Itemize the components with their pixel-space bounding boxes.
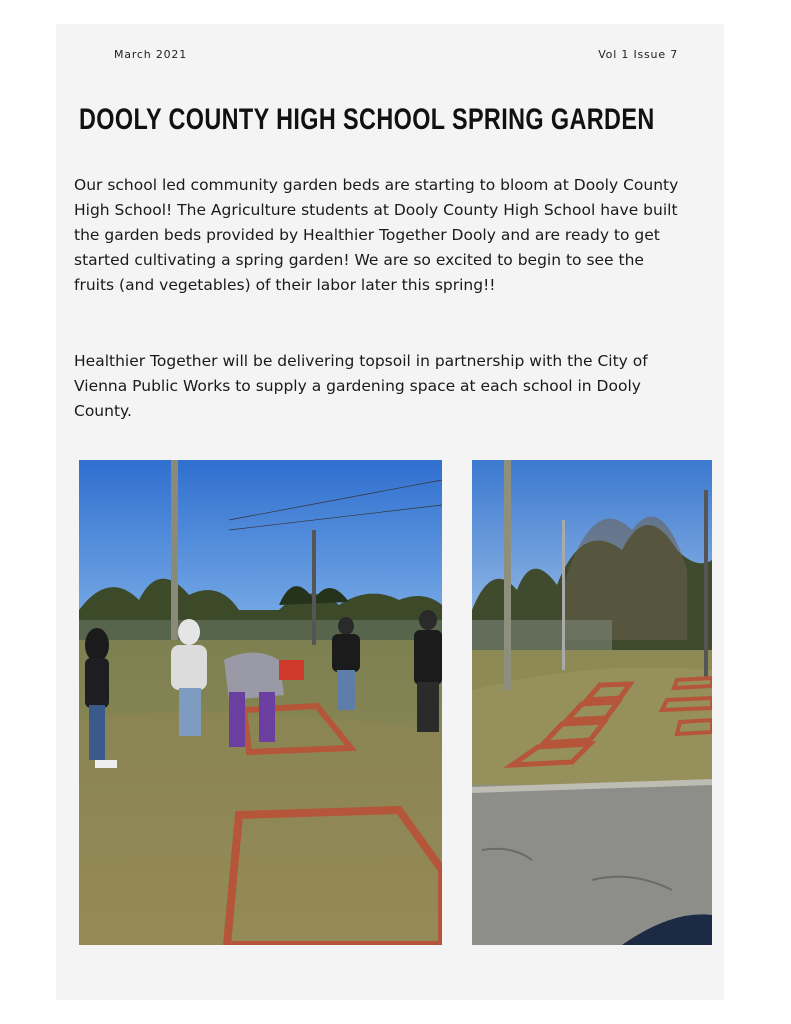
garden-beds-row-photo: [472, 460, 712, 945]
article-paragraph-2: Healthier Together will be delivering topsoil in partnership with the City of Vienna Public Works to supply a gardening space at each school in Dooly County.: [74, 352, 648, 420]
issue-number: Vol 1 Issue 7: [598, 48, 678, 61]
garden-beds-students-photo: [79, 460, 442, 945]
issue-date: March 2021: [114, 48, 188, 61]
article-paragraph-1: Our school led community garden beds are starting to bloom at Dooly County High School! The Agriculture students at Dooly County High School have built the garden beds provided by Healthier Together Dooly and are ready to get started cultivating a spring garden! We are so excited to begin to see the fruits (and vegetables) of their labor later this spring!!: [74, 176, 679, 294]
article-title: DOOLY COUNTY HIGH SCHOOL SPRING GARDEN: [79, 103, 655, 136]
